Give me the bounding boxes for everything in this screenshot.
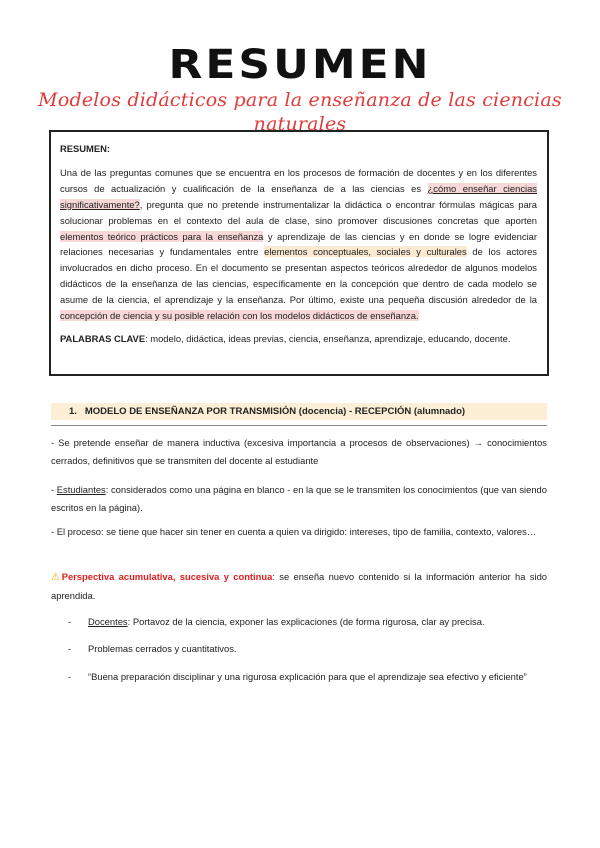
perspective-term: Perspectiva acumulativa, sucesiva y continua xyxy=(61,571,273,582)
abstract-body xyxy=(60,165,537,324)
section-1-title xyxy=(69,403,465,420)
page-subtitle: Modelos didácticos para la enseñanza de las ciencias naturales xyxy=(38,89,562,135)
students-text: : considerados como una página en blanco - en la que se le transmiten los conocimientos (que van siendo escritos en la página). xyxy=(51,484,547,513)
abstract-text-2: , pregunta que no pretende instrumentalizar la didáctica o encontrar fórmulas mágicas para solucionar problemas en el contexto del aula de clase, sino promover discusiones concretas que aporten xyxy=(60,198,537,226)
keywords-list: : modelo, didáctica, ideas previas, ciencia, enseñanza, aprendizaje, educando, docente. xyxy=(145,332,511,344)
abstract-text-4: de los actores involucrados en dicho proceso. En el documento se presentan aspectos teóricos alrededor de algunos modelos didácticos de la enseñanza de las ciencias, específicamente en la concepción que dentro de cada modelo se asume de la ciencia, el aprendizaje y la enseñanza. Por último, existe una pequeña discusión alrededor de la xyxy=(60,246,537,306)
bullet-dash: - xyxy=(68,643,72,654)
section-divider xyxy=(51,425,547,426)
abstract-text-1: Una de las preguntas comunes que se encuentra en los procesos de formación de docentes y en los diferentes cursos de actualización y cualificación de la enseñanza de a las ciencias es xyxy=(60,166,537,194)
abstract-text-3: y aprendizaje de las ciencias y en donde se logre evidenciar relaciones necesarias y fundamentales entre xyxy=(60,230,537,258)
paragraph-students xyxy=(51,481,547,517)
paragraph-perspective xyxy=(51,568,547,605)
keywords xyxy=(60,331,537,347)
abstract-highlight-elements: elementos teórico prácticos para la enseñanza xyxy=(60,230,264,242)
quote-text: “Buena preparación disciplinar y una rigurosa explicación para que el aprendizaje sea efectivo y eficiente” xyxy=(88,671,527,682)
list-item-quote xyxy=(68,668,548,686)
section-1-title-text: MODELO DE ENSEÑANZA POR TRANSMISIÓN (docencia) - RECEPCIÓN (alumnado) xyxy=(84,406,466,417)
perspective-text: : se enseña nuevo contenido si la información anterior ha sido aprendida. xyxy=(51,571,547,601)
section-1-number: 1. xyxy=(69,406,77,417)
list-item-docentes xyxy=(68,613,548,631)
abstract-highlight-conception: concepción de ciencia y su posible relación con los modelos didácticos de enseñanza. xyxy=(60,310,419,322)
dash: - xyxy=(51,484,57,495)
paragraph-inductive: - Se pretende enseñar de manera inductiva (excesiva importancia a procesos de observaciones) → conocimientos cerrados, definitivos que se transmiten del docente al estudiante xyxy=(51,437,547,466)
docentes-term: Docentes xyxy=(88,616,128,627)
problemas-text: Problemas cerrados y cuantitativos. xyxy=(88,643,237,654)
docentes-text: : Portavoz de la ciencia, exponer las explicaciones (de forma rigurosa, clar ay precisa. xyxy=(127,616,485,627)
bullet-dash: - xyxy=(68,671,72,682)
abstract-highlight-question: ¿cómo enseñar ciencias significativamente? xyxy=(60,182,537,210)
abstract-highlight-conceptual: elementos conceptuales, sociales y culturales xyxy=(264,246,467,258)
keywords-label: PALABRAS CLAVE xyxy=(60,332,146,344)
students-term: Estudiantes xyxy=(56,484,106,495)
list-item-problemas xyxy=(68,640,548,658)
bullet-dash: - xyxy=(68,616,72,627)
abstract-box xyxy=(49,130,549,376)
paragraph-process: - El proceso: se tiene que hacer sin tener en cuenta a quien va dirigido: intereses, tipo de familia, contexto, valores… xyxy=(51,526,537,537)
page-title: RESUMEN xyxy=(168,41,432,88)
abstract-heading: RESUMEN: xyxy=(60,143,111,154)
section-1-heading xyxy=(51,403,547,420)
warning-icon: ⚠ xyxy=(51,572,62,583)
